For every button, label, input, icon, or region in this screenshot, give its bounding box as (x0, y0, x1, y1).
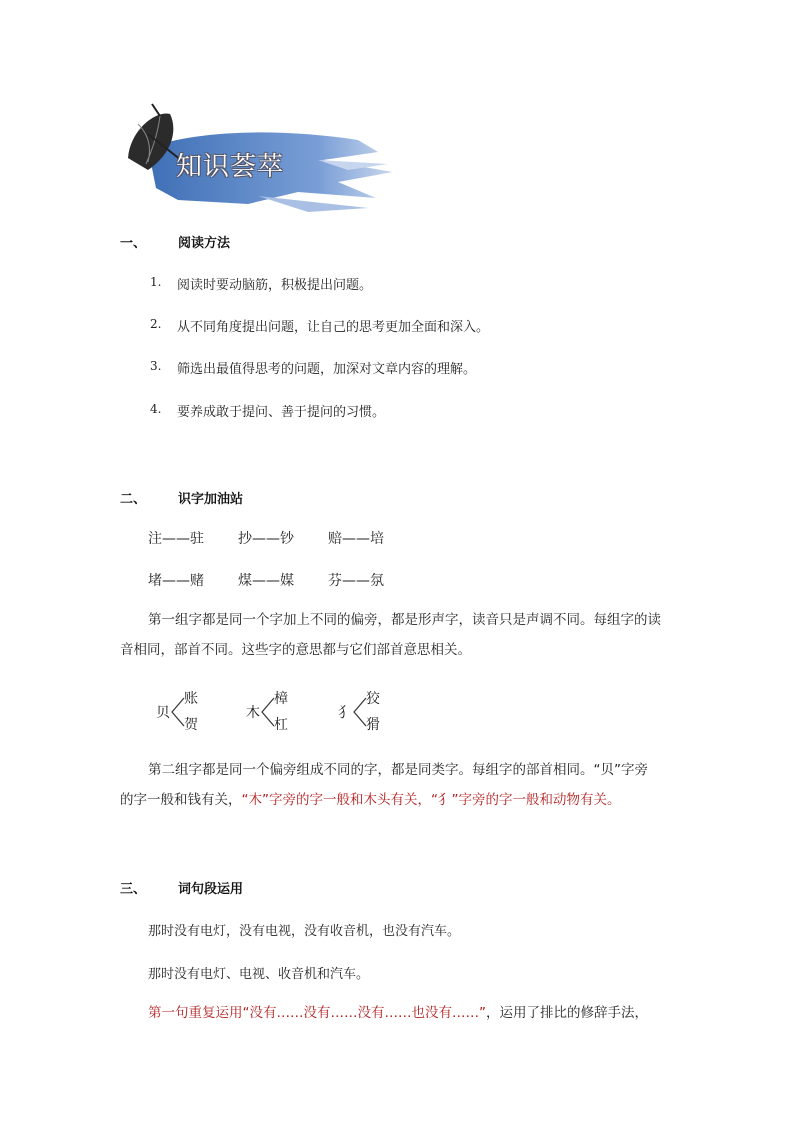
list-item-number: 1. (150, 275, 162, 289)
char-pair: 抄——钞 (238, 531, 294, 547)
list-item-text: 阅读时要动脑筋，积极提出问题。 (177, 278, 373, 293)
section-3-number: 三、 (120, 882, 147, 897)
radical-char: 贺 (184, 717, 198, 733)
explanation-paragraph-1 (120, 605, 680, 665)
radical-char: 樟 (274, 691, 288, 707)
section-3-title: 词句段运用 (178, 882, 244, 897)
char-pair: 注——驻 (148, 531, 204, 547)
list-item-number: 4. (150, 402, 162, 416)
radical-group (156, 688, 216, 736)
radical-char: 狡 (366, 691, 380, 707)
banner-title: 知识荟萃 (176, 152, 285, 182)
paragraph-line (120, 998, 700, 1028)
section-2-number: 二、 (120, 492, 147, 507)
paragraph-line: 第一组字都是同一个字加上不同的偏旁，都是形声字，读音只是声调不同。每组字的读 (148, 612, 661, 628)
radical-group (338, 688, 398, 736)
section-1-number: 一、 (120, 236, 147, 251)
radical-char: 杠 (274, 717, 288, 733)
section-2-title: 识字加油站 (178, 492, 244, 507)
list-item-text: 筛选出最值得思考的问题，加深对文章内容的理解。 (177, 362, 477, 377)
list-item-number: 2. (150, 317, 162, 331)
list-item-number: 3. (150, 359, 162, 373)
char-pair: 煤——媒 (238, 573, 294, 589)
example-sentence-2: 那时没有电灯、电视、收音机和汽车。 (148, 967, 370, 982)
paragraph-line (120, 785, 680, 815)
radical-char: 账 (184, 691, 198, 707)
radical-root: 犭 (338, 705, 352, 721)
char-pair: 堵——赌 (148, 573, 204, 589)
radical-root: 贝 (156, 705, 170, 721)
list-item-text: 要养成敢于提问、善于提问的习惯。 (177, 405, 386, 420)
paragraph-line: 第二组字都是同一个偏旁组成不同的字，都是同类字。每组字的部首相同。“贝”字旁 (148, 762, 648, 778)
list-item-text: 从不同角度提出问题，让自己的思考更加全面和深入。 (177, 320, 490, 335)
char-pairs-row-1 (148, 528, 418, 548)
section-banner (108, 100, 398, 215)
char-pair: 赔——培 (328, 531, 384, 547)
highlighted-text: “木”字旁的字一般和木头有关，“犭”字旁的字一般和动物有关。 (241, 792, 621, 808)
paragraph-text: 的字一般和钱有关， (120, 792, 242, 808)
char-pairs-row-2 (148, 570, 418, 590)
explanation-paragraph-2 (120, 755, 680, 815)
example-sentence-1: 那时没有电灯，没有电视，没有收音机，也没有汽车。 (148, 924, 461, 939)
quoted-pattern: “没有……没有……没有……也没有……” (242, 1005, 486, 1021)
paragraph-line: 音相同，部首不同。这些字的意思都与它们部首意思相关。 (120, 642, 471, 658)
section-1-title: 阅读方法 (178, 236, 231, 251)
radical-root: 木 (246, 705, 260, 721)
explanation-paragraph-3 (120, 998, 700, 1028)
paragraph-text: ，运用了排比的修辞手法， (486, 1005, 648, 1021)
char-pair: 芬——氛 (328, 573, 384, 589)
highlighted-text: 第一句重复运用 (148, 1005, 243, 1021)
radical-char: 猾 (366, 717, 380, 733)
radical-group (246, 688, 306, 736)
